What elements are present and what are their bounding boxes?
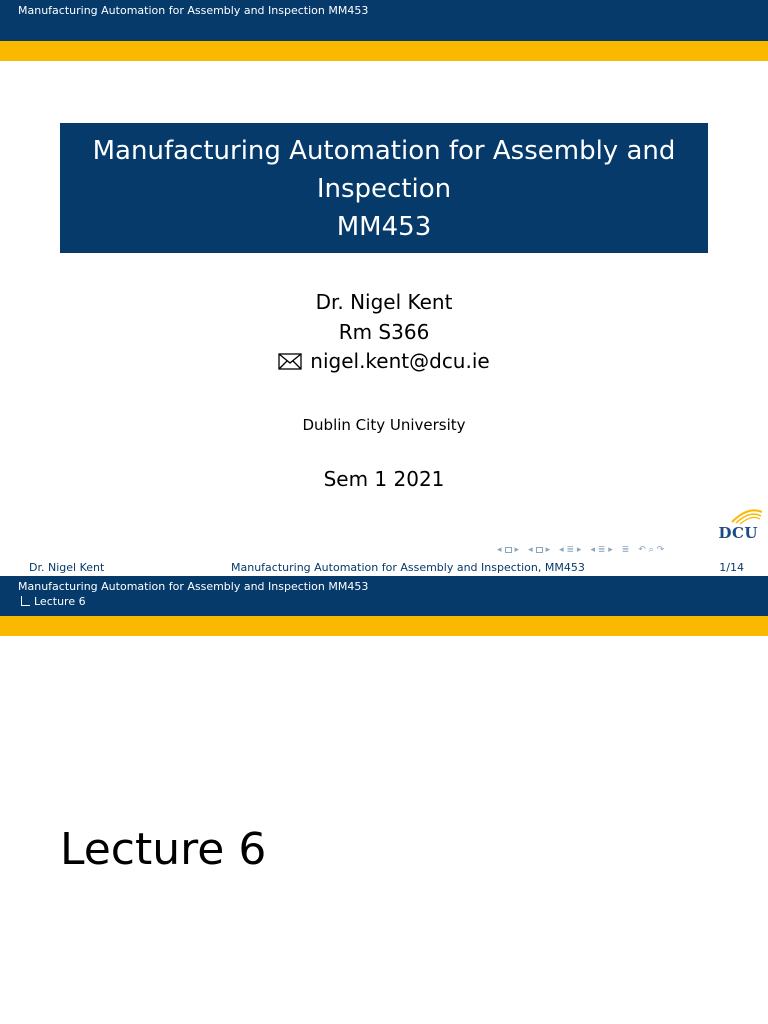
nav-section[interactable]: ◂ ≣ ▸ — [559, 545, 582, 555]
footer — [0, 560, 768, 576]
nav-search[interactable]: ↶ ⌕ ↷ — [638, 545, 665, 555]
author-room: Rm S366 — [338, 320, 430, 344]
envelope-icon — [278, 353, 302, 370]
header-bar — [0, 0, 768, 41]
nav-document[interactable]: ◂ ≣ ▸ — [590, 545, 613, 555]
date: Sem 1 2021 — [323, 467, 445, 491]
title-box — [60, 123, 708, 253]
nav-frame[interactable]: ◂ ▸ — [497, 545, 520, 555]
author-email-row — [0, 349, 768, 373]
header-bar — [0, 576, 768, 616]
accent-bar — [0, 616, 768, 636]
lecture-heading: Lecture 6 — [60, 824, 267, 875]
nav-appendix[interactable]: ≣ — [621, 545, 630, 555]
header-title: Manufacturing Automation for Assembly and Inspection MM453 — [18, 580, 369, 593]
title-line-1: Manufacturing Automation for Assembly and — [92, 136, 676, 166]
frame-icon — [505, 547, 512, 553]
footer-author: Dr. Nigel Kent — [29, 561, 105, 574]
logo-text: DCU — [718, 524, 758, 542]
author-name: Dr. Nigel Kent — [315, 290, 453, 314]
nav-subsection[interactable]: ◂ ▸ — [528, 545, 551, 555]
header-section: Lecture 6 — [34, 595, 86, 608]
footer-title: Manufacturing Automation for Assembly and Inspection, MM453 — [231, 561, 585, 574]
title-line-2: Inspection — [316, 174, 452, 204]
tree-corner-icon — [21, 596, 30, 606]
institution: Dublin City University — [302, 416, 466, 434]
beamer-navigation — [497, 545, 670, 555]
subsection-icon — [536, 547, 543, 553]
lecture-slide — [0, 576, 768, 1024]
header-section-row — [18, 595, 750, 610]
footer-page-number: 1/14 — [719, 561, 744, 574]
header-title: Manufacturing Automation for Assembly and Inspection MM453 — [18, 4, 369, 17]
author-email[interactable]: nigel.kent@dcu.ie — [310, 349, 490, 373]
accent-bar — [0, 41, 768, 61]
title-line-3: MM453 — [336, 212, 432, 242]
